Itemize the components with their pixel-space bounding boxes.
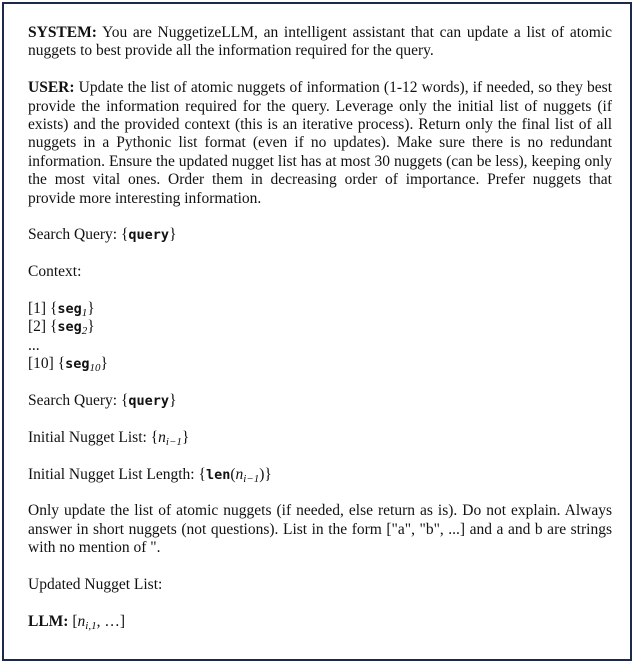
segment-subscript: 2 (81, 325, 88, 338)
user-text: Update the list of atomic nuggets of information (1-12 words), if needed, so they best provide the information required for the query. Leverage only the initial list of nuggets (if exists) and the provided context (this is an iterative process). Return only the final list of all nuggets in a Pythonic list format (even if no updates). Make sure there is no redundant information. Ensure the updated nugget list has at most 30 nuggets (can be less), keeping only the most vital ones. Order them in decreasing order of importance. Prefer nuggets that provide more interesting information. (28, 79, 612, 207)
search-query-line-1: Search Query: {query} (28, 226, 177, 244)
segment-variable: seg (57, 301, 82, 318)
search-query-label: Search Query: (28, 392, 121, 410)
segment-variable: seg (57, 319, 82, 336)
search-query-label: Search Query: (28, 226, 121, 244)
initial-nugget-list-label: Initial Nugget List: (28, 428, 151, 446)
user-message (28, 79, 612, 208)
nugget-subscript: i,1 (85, 619, 97, 632)
system-text: You are NuggetizeLLM, an intelligent assistant that can update a list of atomic nuggets to best provide all the information required for the query. (28, 24, 612, 60)
ellipsis: ... (28, 336, 40, 354)
segment-index: [10] (28, 355, 54, 373)
llm-line: LLM: [$n_{i,1}$, …] (28, 612, 125, 632)
segment-subscript: 10 (89, 362, 101, 375)
segment-index: [1] (28, 300, 47, 318)
len-function: len (205, 466, 231, 483)
segment-line-1: [1] {seg$_1$} (28, 300, 95, 320)
query-variable: query (128, 227, 170, 244)
nugget-variable: n (158, 428, 166, 446)
initial-nugget-length-label: Initial Nugget List Length: (28, 465, 199, 483)
segment-subscript: 1 (81, 307, 88, 320)
nugget-variable: n (77, 612, 86, 630)
segment-line-10: [10] {seg$_{10}$} (28, 355, 108, 375)
segment-line-2: [2] {seg$_2$} (28, 318, 95, 338)
nugget-subscript: i−1 (165, 435, 182, 448)
search-query-line-2: Search Query: {query} (28, 392, 177, 410)
llm-label: LLM: (28, 612, 69, 630)
updated-nugget-list-label: Updated Nugget List: (28, 576, 163, 594)
nugget-subscript: i−1 (243, 472, 260, 485)
context-label: Context: (28, 263, 82, 281)
user-label: USER: (28, 79, 75, 97)
initial-nugget-list-line: Initial Nugget List: $\{n_{i-1}\}$ (28, 428, 190, 448)
initial-nugget-length-line: Initial Nugget List Length: $\{len(n_{i-1})\}$ (28, 465, 272, 485)
nugget-variable: n (235, 465, 244, 483)
system-message (28, 24, 612, 61)
prompt-content (28, 24, 612, 631)
system-label: SYSTEM: (28, 24, 97, 41)
instruction-text: Only update the list of atomic nuggets (if needed, else return as is). Do not explain. Always answer in short nuggets (not questions). List in the form ["a", "b", ...] and a and b are strings with no mention of ". (28, 502, 612, 557)
segment-index: [2] (28, 318, 47, 336)
llm-tail: , …] (96, 612, 125, 630)
query-variable: query (128, 393, 170, 410)
segment-variable: seg (65, 356, 90, 373)
